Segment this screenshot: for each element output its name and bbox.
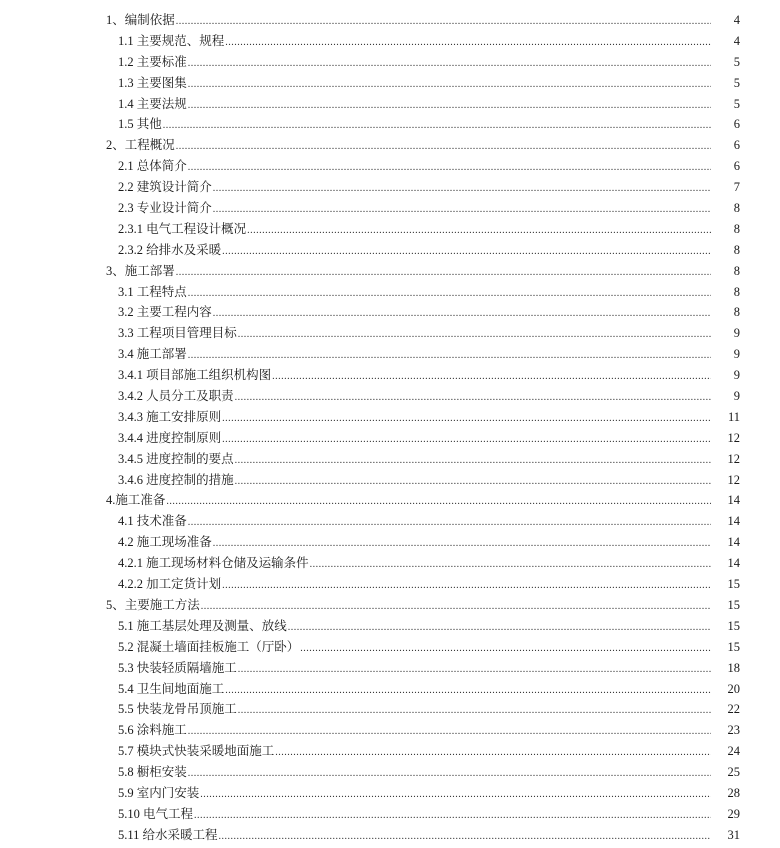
toc-dot-leader — [194, 806, 711, 827]
toc-dot-leader — [166, 492, 711, 513]
toc-entry-title: 1.2 主要标准 — [118, 54, 187, 69]
toc-dot-leader — [235, 472, 711, 493]
toc-section-entry[interactable] — [0, 177, 780, 198]
toc-page-number: 14 — [727, 556, 740, 571]
toc-dot-leader — [213, 304, 711, 325]
toc-section-entry[interactable] — [0, 804, 780, 825]
toc-dot-leader — [188, 346, 711, 367]
toc-entry-title: 5.7 模块式快装采暖地面施工 — [118, 744, 275, 759]
toc-entry-title: 4.2.1 施工现场材料仓储及运输条件 — [118, 556, 309, 571]
toc-section-entry[interactable] — [0, 825, 780, 846]
toc-section-entry[interactable] — [0, 31, 780, 52]
toc-section-entry[interactable] — [0, 783, 780, 804]
toc-dot-leader — [310, 555, 711, 576]
toc-page-number: 11 — [727, 409, 740, 424]
toc-dot-leader — [163, 116, 711, 137]
toc-section-entry[interactable] — [0, 449, 780, 470]
toc-dot-leader — [235, 451, 711, 472]
toc-entry-title: 2.3 专业设计简介 — [118, 201, 212, 216]
toc-entry-title: 2、工程概况 — [106, 138, 175, 153]
toc-page-number: 18 — [727, 660, 740, 675]
toc-entry-title: 5.10 电气工程 — [118, 806, 194, 821]
toc-page-number: 6 — [733, 138, 740, 153]
toc-dot-leader — [235, 388, 711, 409]
toc-page-number: 22 — [727, 702, 740, 717]
toc-entry-title: 5.11 给水采暖工程 — [118, 827, 218, 842]
toc-entry-title: 3.4.1 项目部施工组织机构图 — [118, 368, 272, 383]
toc-entry-title: 2.3.1 电气工程设计概况 — [118, 221, 247, 236]
toc-chapter-entry[interactable] — [0, 490, 780, 511]
toc-page-number: 20 — [727, 681, 740, 696]
toc-page-number: 23 — [727, 723, 740, 738]
toc-section-entry[interactable] — [0, 240, 780, 261]
toc-dot-leader — [213, 534, 711, 555]
toc-section-entry[interactable] — [0, 156, 780, 177]
toc-dot-leader — [222, 430, 711, 451]
toc-section-entry[interactable] — [0, 323, 780, 344]
toc-dot-leader — [188, 284, 711, 305]
toc-dot-leader — [288, 618, 711, 639]
toc-dot-leader — [188, 96, 711, 117]
toc-page-number: 9 — [733, 389, 740, 404]
toc-section-entry[interactable] — [0, 616, 780, 637]
toc-entry-title: 1、编制依据 — [106, 13, 175, 27]
toc-section-entry[interactable] — [0, 94, 780, 115]
toc-dot-leader — [225, 33, 711, 54]
toc-dot-leader — [247, 221, 711, 242]
toc-section-entry[interactable] — [0, 302, 780, 323]
toc-section-entry[interactable] — [0, 658, 780, 679]
toc-page-number: 15 — [727, 639, 740, 654]
toc-page-number: 24 — [727, 744, 740, 759]
toc-page-number: 9 — [733, 347, 740, 362]
toc-dot-leader — [200, 785, 711, 806]
toc-dot-leader — [275, 743, 711, 764]
toc-dot-leader — [188, 513, 711, 534]
toc-dot-leader — [222, 576, 711, 597]
toc-entry-title: 3.1 工程特点 — [118, 284, 187, 299]
toc-section-entry[interactable] — [0, 407, 780, 428]
toc-page-number: 6 — [733, 117, 740, 132]
toc-section-entry[interactable] — [0, 470, 780, 491]
toc-dot-leader — [222, 242, 711, 263]
toc-section-entry[interactable] — [0, 114, 780, 135]
toc-page-number: 29 — [727, 806, 740, 821]
toc-section-entry[interactable] — [0, 428, 780, 449]
toc-dot-leader — [238, 701, 711, 722]
toc-page-number: 14 — [727, 514, 740, 529]
toc-dot-leader — [188, 764, 711, 785]
toc-entry-title: 5.8 橱柜安装 — [118, 765, 187, 780]
toc-page-number: 12 — [727, 472, 740, 487]
toc-dot-leader — [201, 597, 711, 618]
toc-page-number: 7 — [733, 180, 740, 195]
toc-entry-title: 5.4 卫生间地面施工 — [118, 681, 225, 696]
toc-page-number: 8 — [733, 305, 740, 320]
toc-dot-leader — [188, 54, 711, 75]
toc-dot-leader — [222, 409, 711, 430]
toc-page-number: 5 — [733, 54, 740, 69]
toc-page-number: 8 — [733, 242, 740, 257]
toc-dot-leader — [225, 681, 711, 702]
toc-entry-title: 3.2 主要工程内容 — [118, 305, 212, 320]
toc-dot-leader — [176, 12, 711, 33]
toc-section-entry[interactable] — [0, 637, 780, 658]
toc-page-number: 8 — [733, 263, 740, 278]
toc-entry-title: 1.1 主要规范、规程 — [118, 33, 225, 48]
toc-dot-leader — [272, 367, 711, 388]
toc-section-entry[interactable] — [0, 679, 780, 700]
toc-section-entry[interactable] — [0, 386, 780, 407]
toc-entry-title: 3.4.5 进度控制的要点 — [118, 451, 234, 466]
toc-page-number: 4 — [733, 33, 740, 48]
toc-page-number: 5 — [733, 96, 740, 111]
toc-entry-title: 4.2.2 加工定货计划 — [118, 577, 222, 592]
toc-section-entry[interactable] — [0, 574, 780, 595]
toc-page-number: 6 — [733, 159, 740, 174]
toc-entry-title: 2.2 建筑设计简介 — [118, 180, 212, 195]
toc-page-number: 12 — [727, 451, 740, 466]
toc-entry-title: 5.9 室内门安装 — [118, 785, 200, 800]
toc-page-number: 8 — [733, 221, 740, 236]
toc-entry-title: 2.3.2 给排水及采暖 — [118, 242, 222, 257]
toc-dot-leader — [188, 158, 711, 179]
toc-dot-leader — [188, 722, 711, 743]
toc-section-entry[interactable] — [0, 741, 780, 762]
toc-entry-title: 3.4.6 进度控制的措施 — [118, 472, 234, 487]
toc-page-number: 4 — [733, 13, 740, 27]
toc-page-number: 12 — [727, 430, 740, 445]
toc-entry-title: 4.1 技术准备 — [118, 514, 187, 529]
toc-page-number: 8 — [733, 284, 740, 299]
toc-page-number: 15 — [727, 597, 740, 612]
toc-entry-title: 3.4.4 进度控制原则 — [118, 430, 222, 445]
toc-section-entry[interactable] — [0, 344, 780, 365]
toc-page-number: 9 — [733, 326, 740, 341]
toc-dot-leader — [176, 263, 711, 284]
toc-chapter-entry[interactable] — [0, 595, 780, 616]
toc-entry-title: 3.4.2 人员分工及职责 — [118, 389, 234, 404]
toc-chapter-entry[interactable] — [0, 10, 780, 31]
toc-entry-title: 5.1 施工基层处理及测量、放线 — [118, 618, 287, 633]
toc-entry-title: 5.5 快装龙骨吊顶施工 — [118, 702, 237, 717]
toc-section-entry[interactable] — [0, 511, 780, 532]
toc-section-entry[interactable] — [0, 699, 780, 720]
toc-page-number: 5 — [733, 75, 740, 90]
toc-dot-leader — [219, 827, 711, 848]
toc-dot-leader — [188, 75, 711, 96]
toc-entry-title: 5.6 涂料施工 — [118, 723, 187, 738]
toc-dot-leader — [300, 639, 711, 660]
toc-section-entry[interactable] — [0, 762, 780, 783]
toc-page-number: 25 — [727, 765, 740, 780]
toc-section-entry[interactable] — [0, 52, 780, 73]
toc-entry-title: 3、施工部署 — [106, 263, 175, 278]
toc-entry-title: 1.3 主要图集 — [118, 75, 187, 90]
toc-section-entry[interactable] — [0, 73, 780, 94]
toc-section-entry[interactable] — [0, 532, 780, 553]
toc-entry-title: 1.5 其他 — [118, 117, 162, 132]
toc-entry-title: 3.3 工程项目管理目标 — [118, 326, 237, 341]
toc-entry-title: 5.3 快装轻质隔墙施工 — [118, 660, 237, 675]
toc-page-number: 8 — [733, 201, 740, 216]
toc-dot-leader — [238, 325, 711, 346]
toc-entry-title: 1.4 主要法规 — [118, 96, 187, 111]
toc-section-entry[interactable] — [0, 365, 780, 386]
toc-page-number: 15 — [727, 618, 740, 633]
toc-section-entry[interactable] — [0, 219, 780, 240]
toc-section-entry[interactable] — [0, 198, 780, 219]
toc-chapter-entry[interactable] — [0, 135, 780, 156]
toc-page-number: 14 — [727, 535, 740, 550]
toc-entry-title: 5.2 混凝土墙面挂板施工（厅卧） — [118, 639, 300, 654]
toc-chapter-entry[interactable] — [0, 261, 780, 282]
toc-page-number: 9 — [733, 368, 740, 383]
toc-section-entry[interactable] — [0, 282, 780, 303]
toc-dot-leader — [238, 660, 711, 681]
toc-entry-title: 3.4 施工部署 — [118, 347, 187, 362]
toc-section-entry[interactable] — [0, 553, 780, 574]
toc-page-number: 15 — [727, 577, 740, 592]
toc-page-number: 28 — [727, 785, 740, 800]
toc-section-entry[interactable] — [0, 720, 780, 741]
toc-entry-title: 3.4.3 施工安排原则 — [118, 409, 222, 424]
table-of-contents — [0, 10, 780, 846]
toc-page-number: 31 — [727, 827, 740, 842]
toc-page-number: 14 — [727, 493, 740, 508]
toc-entry-title: 2.1 总体简介 — [118, 159, 187, 174]
toc-entry-title: 4.2 施工现场准备 — [118, 535, 212, 550]
toc-entry-title: 4.施工准备 — [106, 493, 166, 508]
toc-dot-leader — [176, 137, 711, 158]
toc-dot-leader — [213, 179, 711, 200]
toc-entry-title: 5、主要施工方法 — [106, 597, 200, 612]
toc-dot-leader — [213, 200, 711, 221]
